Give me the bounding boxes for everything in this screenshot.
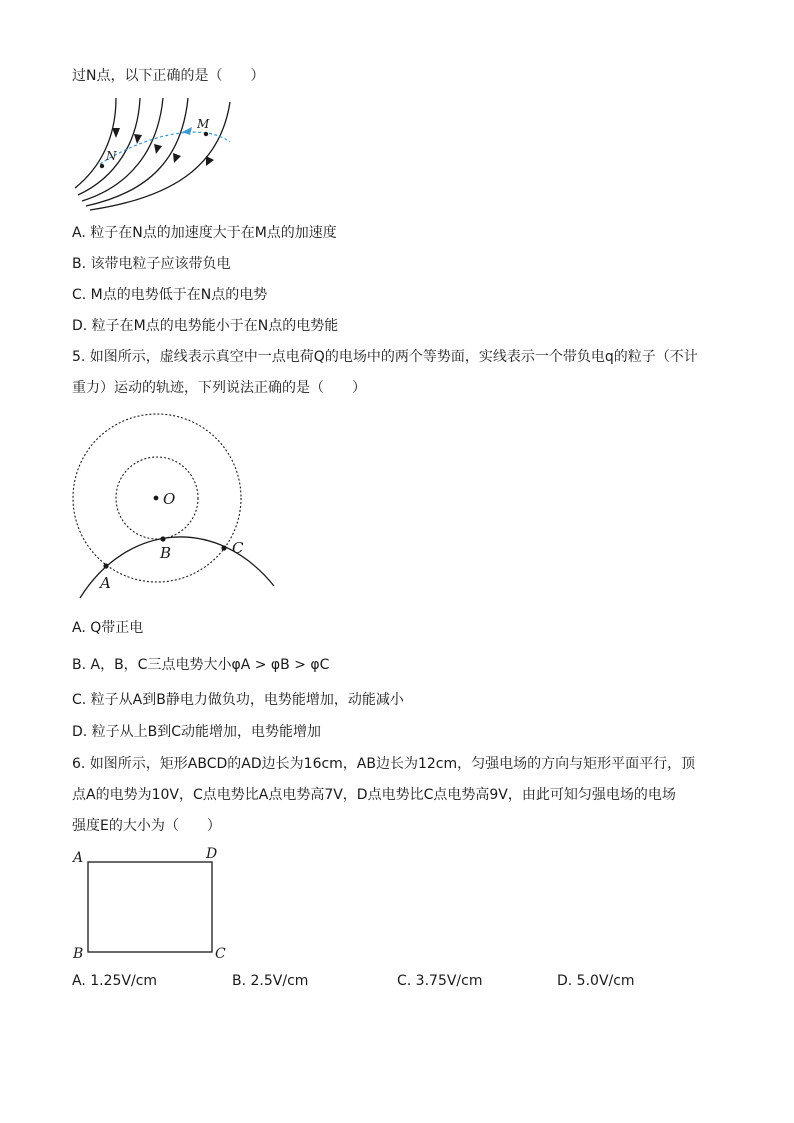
q5-option-c: C. 粒子从A到B静电力做负功，电势能增加，动能减小: [72, 692, 404, 708]
label-a: A: [73, 850, 84, 866]
q5-option-d: D. 粒子从上B到C动能增加，电势能增加: [72, 724, 322, 740]
q6-rectangle-figure: [70, 845, 230, 963]
label-c: C: [232, 539, 244, 557]
point-a: [103, 563, 108, 568]
field-line-1: [75, 98, 116, 188]
q5-stem-line1: 5. 如图所示，虚线表示真空中一点电荷Q的电场中的两个等势面，实线表示一个带负电q的粒子（不计: [72, 349, 698, 365]
q4-option-d: D. 粒子在M点的电势能小于在N点的电势能: [72, 318, 339, 334]
arrow-3: [154, 144, 162, 154]
q6-option-c: C. 3.75V/cm: [397, 973, 483, 989]
q4-option-a: A. 粒子在N点的加速度大于在M点的加速度: [72, 225, 337, 241]
label-a: A: [100, 574, 111, 592]
q6-option-d: D. 5.0V/cm: [557, 973, 635, 989]
point-b: [160, 536, 165, 541]
q5-equipotential-figure: [66, 414, 278, 594]
q6-stem-line2: 点A的电势为10V，C点电势比A点电势高7V，D点电势比C点电势高9V，由此可知匀强电场的电场: [72, 787, 676, 803]
point-m: [204, 132, 208, 136]
label-o: O: [163, 490, 176, 508]
q6-stem-line1: 6. 如图所示，矩形ABCD的AD边长为16cm，AB边长为12cm，匀强电场的方向与矩形平面平行，顶: [72, 756, 696, 772]
q5-stem-line2: 重力）运动的轨迹，下列说法正确的是（ ）: [72, 380, 366, 396]
q6-option-a: A. 1.25V/cm: [72, 973, 158, 989]
arrow-2: [134, 134, 142, 144]
charge-o: [154, 496, 159, 501]
label-d: D: [206, 846, 218, 862]
label-n: N: [106, 149, 117, 163]
q4-field-lines-figure: [70, 98, 240, 210]
point-n: [100, 164, 104, 168]
rectangle-abcd: [88, 862, 212, 952]
q5-option-b: B. A，B，C三点电势大小φA > φB > φC: [72, 657, 330, 673]
q5-option-a: A. Q带正电: [72, 620, 144, 636]
field-line-2: [78, 98, 140, 195]
arrow-5: [206, 156, 214, 166]
field-line-4: [86, 98, 188, 206]
label-b: B: [73, 946, 84, 962]
point-c: [221, 545, 226, 550]
q6-option-b: B. 2.5V/cm: [232, 973, 309, 989]
label-b: B: [160, 544, 172, 562]
q4-stem: 过N点，以下正确的是（ ）: [72, 68, 265, 84]
trajectory-arrow: [182, 127, 192, 135]
label-c: C: [215, 946, 226, 962]
arrow-4: [173, 153, 181, 163]
arrow-1: [112, 128, 120, 138]
q4-option-c: C. M点的电势低于在N点的电势: [72, 287, 268, 303]
label-m: M: [197, 117, 210, 131]
q6-stem-line3: 强度E的大小为（ ）: [72, 818, 221, 834]
q4-option-b: B. 该带电粒子应该带负电: [72, 256, 231, 272]
